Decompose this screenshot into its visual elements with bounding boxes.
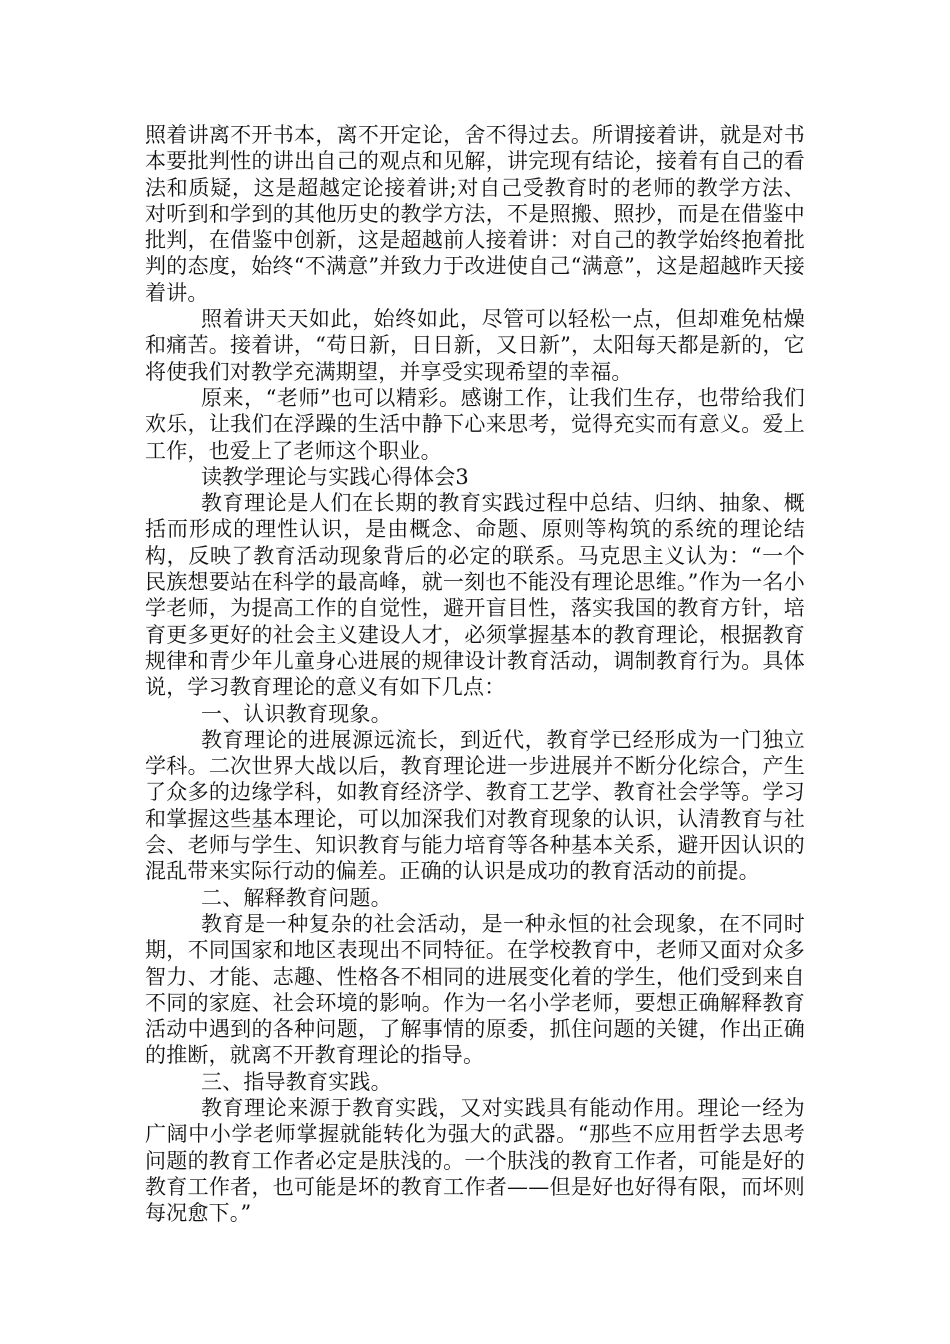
paragraph: 教育理论来源于教育实践，又对实践具有能动作用。理论一经为广阔中小学老师掌握就能转化为强大的武器。“那些不应用哲学去思考问题的教育工作者必定是肤浅的。一个肤浅的教育工作者，可能是好的教育工作者，也可能是坏的教育工作者——但是好也好得有限，而坏则每况愈下。” — [145, 1095, 805, 1226]
subheading: 一、认识教育现象。 — [201, 701, 392, 726]
paragraph-continuation: 照着讲离不开书本，离不开定论，舍不得过去。所谓接着讲，就是对书本要批判性的讲出自己的观点和见解，讲完现有结论，接着有自己的看法和质疑，这是超越定论接着讲;对自己受教育时的老师的教学方法、对听到和学到的其他历史的教学方法，不是照搬、照抄，而是在借鉴中批判，在借鉴中创新，这是超越前人接着讲：对自己的教学始终抱着批判的态度，始终“不满意”并致力于改进使自己“满意”，这是超越昨天接着讲。 — [145, 123, 805, 305]
paragraph: 照着讲天天如此，始终如此，尽管可以轻松一点，但却难免枯燥和痛苦。接着讲，“苟日新，日日新，又日新”，太阳每天都是新的，它将使我们对教学充满期望，并享受实现希望的幸福。 — [145, 307, 805, 384]
document-body — [145, 122, 805, 1226]
paragraph: 教育是一种复杂的社会活动，是一种永恒的社会现象，在不同时期，不同国家和地区表现出不同特征。在学校教育中，老师又面对众多智力、才能、志趣、性格各不相同的进展变化着的学生，他们受到来自不同的家庭、社会环境的影响。作为一名小学老师，要想正确解释教育活动中遇到的各种问题，了解事情的原委，抓住问题的关键，作出正确的推断，就离不开教育理论的指导。 — [145, 911, 805, 1068]
paragraph: 教育理论是人们在长期的教育实践过程中总结、归纳、抽象、概括而形成的理性认识，是由概念、命题、原则等构筑的系统的理论结构，反映了教育活动现象背后的必定的联系。马克思主义认为：“一个民族想要站在科学的最高峰，就一刻也不能没有理论思维。”作为一名小学老师，为提高工作的自觉性，避开盲目性，落实我国的教育方针，培育更多更好的社会主义建设人才，必须掌握基本的教育理论，根据教育规律和青少年儿童身心进展的规律设计教育活动，调制教育行为。具体说，学习教育理论的意义有如下几点： — [145, 491, 805, 700]
paragraph: 教育理论的进展源远流长，到近代，教育学已经形成为一门独立学科。二次世界大战以后，教育理论进一步进展并不断分化综合，产生了众多的边缘学科，如教育经济学、教育工艺学、教育社会学等。学习和掌握这些基本理论，可以加深我们对教育现象的认识，认清教育与社会、老师与学生、知识教育与能力培育等各种基本关系，避开因认识的混乱带来实际行动的偏差。正确的认识是成功的教育活动的前提。 — [145, 727, 805, 884]
subheading: 二、解释教育问题。 — [201, 885, 392, 910]
paragraph: 原来，“老师”也可以精彩。感谢工作，让我们生存，也带给我们欢乐，让我们在浮躁的生活中静下心来思考，觉得充实而有意义。爱上工作，也爱上了老师这个职业。 — [145, 385, 805, 463]
section-heading: 读教学理论与实践心得体会3 — [201, 464, 469, 489]
subheading: 三、指导教育实践。 — [201, 1069, 392, 1094]
